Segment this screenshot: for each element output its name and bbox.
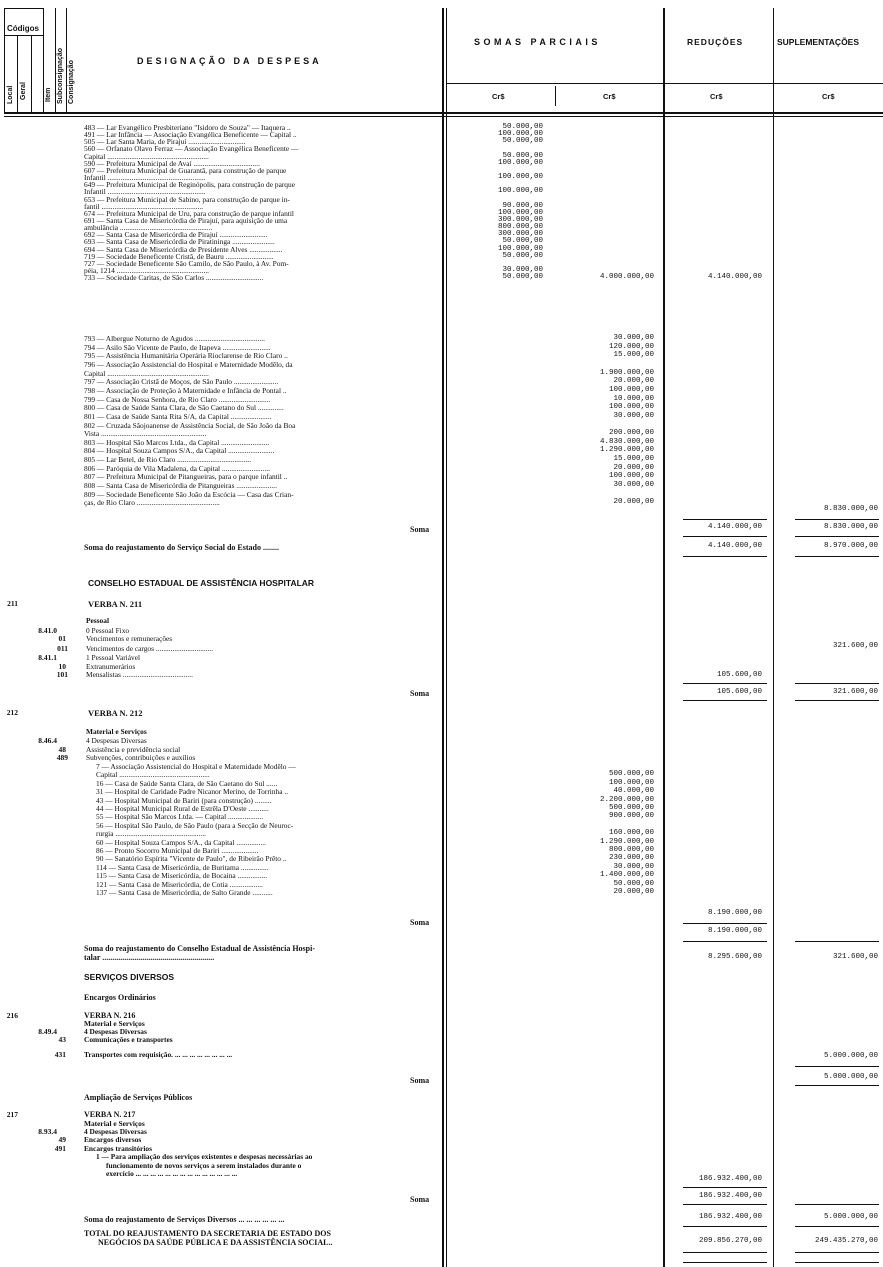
budget-line: 4 Despesas Diversas [86,736,147,745]
budget-line: Pessoal [86,616,109,625]
expense-item: 797 — Associação Cristã de Moços, de São Paulo ........................ [84,377,279,387]
local-label: Local [7,85,14,104]
partial-value: 900.000,00 [608,812,654,821]
expense-item: 802 — Cruzada Sãojoanense de Assistência Social, de São João da Boa [84,420,296,430]
total-rule [683,1252,767,1253]
verba-code: 211 [7,599,18,608]
budget-line: Comunicações e transportes [84,1035,173,1044]
total-rule [795,1252,879,1253]
verba-code: 216 [6,1011,18,1020]
codigos-label: Códigos [7,24,39,33]
expense-item: 796 — Associação Assistencial do Hospital e Maternidade Modêlo, da [84,359,293,369]
partial-value: 100.000,00 [497,244,543,253]
budget-line: Vencimentos de cargos ............................... [86,644,214,653]
reducao-value: 8.295.600,00 [707,953,762,961]
soma-label: Soma [410,689,430,698]
expense-item: 90 — Sanatório Espírita "Vicente de Paulo", de Ribeirão Prêto .. [96,854,287,864]
expense-item: 31 — Hospital de Caridade Padre Nicanor Merino, de Torrinha .. [96,787,289,797]
sum-rule [683,941,767,942]
partial-value: 100.000,00 [608,403,654,412]
suplementacao-value: 321.600,00 [832,953,878,961]
codes-rule [4,35,44,36]
soma-reajustamento-label: Soma do reajustamento do Serviço Social do Estado ........ [84,543,279,552]
budget-code: 491 [54,1144,66,1153]
expense-item: 674 — Prefeitura Municipal de Uru, para construção de parque infantil [84,208,294,218]
expense-item: 805 — Lar Betel, de Rio Claro ........................................ [84,455,252,465]
column-rule [773,8,774,1267]
sum-rule [683,923,767,924]
budget-line: Material e Serviços [86,727,147,736]
partial-value: 100.000,00 [608,472,654,481]
expense-item: 607 — Prefeitura Municipal de Guarantã, para construção de parque [84,165,287,175]
column-rule [43,8,44,113]
sum-rule [795,1204,879,1205]
partial-value: 30.000,00 [613,411,654,420]
partial-value: 20.000,00 [613,888,654,896]
partial-value: 100.000,00 [497,187,543,196]
expense-item: 800 — Casa de Saúde Santa Clara, de São Caetano do Sul .............. [84,403,284,413]
budget-code: 011 [57,644,68,653]
designacao-title: DESIGNAÇÃO DA DESPESA [137,56,322,66]
column-rule [555,86,556,106]
sum-rule [795,536,879,537]
soma-label: Soma [410,1076,430,1085]
expense-item: 505 — Lar Santa Maria, de Pirajuí ............................... [84,137,246,147]
budget-line: 4 Despesas Diversas [84,1127,147,1136]
sum-rule [683,700,767,701]
total-suplementacao: 249.435.270,00 [814,1237,878,1245]
expense-item: Vista ......................................................... [84,429,207,439]
partial-value: 1.900.000,00 [599,368,654,377]
sum-rule [683,683,767,684]
section-subtitle: Ampliação de Serviços Públicos [84,1093,193,1102]
partial-value: 2.200.000,00 [599,795,654,804]
partial-value: 100.000,00 [608,778,654,787]
expense-item: exercício ... ... ... ... ... ... ... ... ... ... ... ... ... ... [106,1169,238,1178]
expense-item: 115 — Santa Casa de Misericórdia, de Bocaina ................ [96,871,268,881]
partial-value: 50.000,00 [502,137,543,146]
budget-line: Encargos diversos [84,1135,142,1144]
partial-value: 100.000,00 [497,158,543,167]
reducao-value: 4.140.000,00 [707,542,762,550]
expense-item: 560 — Orfanato Olavo Ferraz — Associação Evangélica Beneficente — [84,144,299,154]
budget-code: 8.41.1 [38,653,57,662]
budget-code: 8.49.4 [38,1027,57,1036]
expense-item: 56 — Hospital São Paulo, de São Paulo (para a Secção de Neuroc- [96,820,294,830]
section-title: CONSELHO ESTADUAL DE ASSISTÊNCIA HOSPITALAR [88,578,315,588]
expense-item: 808 — Santa Casa de Misericórdia de Pitangueiras ...................... [84,481,277,491]
budget-line: Extranumerários [86,662,136,671]
reducao-value: 8.190.000,00 [707,909,762,917]
expense-item: 653 — Prefeitura Municipal de Sabino, para construção de parque in- [84,194,290,204]
currency-label: Cr$ [822,92,835,101]
expense-item: 590 — Prefeitura Municipal de Avaí .................................... [84,158,260,168]
expense-item: Infantil ..................................................... [84,173,206,183]
soma-label: Soma [410,918,430,927]
partial-value: 500.000,00 [608,804,654,812]
soma-label: Soma [410,1195,430,1204]
suplementacoes-title: SUPLEMENTAÇÕES [777,37,860,47]
expense-item: 794 — Asilo São Vicente de Paulo, de Itapeva .......................... [84,342,271,352]
reducao-value: 8.190.000,00 [707,927,762,935]
verba-code: 212 [6,708,18,717]
budget-code: 101 [56,670,68,679]
verba-code: 217 [6,1110,18,1119]
partial-value: 30.000,00 [613,481,654,490]
expense-item: 137 — Santa Casa de Misericórdia, de Salto Grande ........... [96,888,273,897]
partial-value: 90.000,00 [502,201,543,210]
expense-item: 793 — Albergue Noturno de Agudos ...................................... [84,334,265,343]
partial-value: 30.000,00 [502,266,543,274]
currency-label: Cr$ [710,92,723,101]
header-rule [4,8,43,9]
budget-line: Assistência e previdência social [86,745,181,754]
partial-value: 100.000,00 [497,130,543,139]
partial-value: 100.000,00 [608,385,654,394]
budget-code: 43 [58,1035,66,1044]
partial-value: 100.000,00 [497,173,543,182]
expense-item: 86 — Pronto Socorro Municipal de Bariri .................... [96,846,259,855]
verba-title: VERBA N. 212 [88,708,143,718]
expense-item: Capital ....................................................... [84,368,209,378]
expense-item: 798 — Associação de Proteção à Maternidade e Infância de Pontal .. [84,385,287,395]
reducao-value: 186.932.400,00 [698,1213,762,1221]
reducao-value: 105.600,00 [716,671,762,679]
partial-value: 120.000,00 [608,342,654,351]
partial-value: 50.000,00 [502,151,543,160]
reducao-value: 186.932.400,00 [698,1192,762,1200]
budget-line: Subvenções, contribuições e auxílios [86,753,196,762]
verba-title: VERBA N. 211 [88,599,143,609]
expense-item: Capital ................................................. [96,770,210,780]
budget-code: 49 [58,1135,66,1144]
reducao-value: 186.932.400,00 [698,1175,762,1183]
budget-line: Material e Serviços [84,1019,145,1028]
budget-code: 431 [54,1050,66,1059]
partial-value: 1.400.000,00 [599,871,654,880]
soma-label: Soma [410,525,430,534]
subconsignacao-label: Subconsignação [57,47,64,104]
partial-value: 300.000,00 [497,230,543,239]
budget-code: 48 [58,745,66,754]
expense-item: 55 — Hospital São Marcos Ltda. — Capital ................... [96,812,264,822]
expense-item: Capital ....................................................... [84,151,209,161]
soma-reajustamento-label: Soma do reajustamento de Serviços Diversos ... ... ... ... ... ... [84,1215,285,1224]
expense-item: Infantil ..................................................... [84,187,206,197]
sum-rule [795,1066,879,1067]
reducao-value: 4.140.000,00 [707,273,762,282]
expense-item: 16 — Casa de Saúde Santa Clara, de São Caetano do Sul ...... [96,778,278,788]
column-rule [663,8,665,1267]
expense-item: rurgia ................................................. [96,829,206,839]
verba-title: VERBA N. 217 [84,1110,136,1119]
partial-value: 800.000,00 [608,846,654,854]
suplementacao-value: 5.000.000,00 [823,1052,878,1060]
budget-code: 8.41.0 [38,626,57,635]
expense-item: 483 — Lar Evangélico Presbiteriano "Isidoro de Souza" — Itaquera .. [84,123,291,132]
sum-rule [683,556,767,557]
expense-item: 801 — Casa de Saúde Santa Rita S/A, da Capital ...................... [84,411,272,421]
expense-item: 491 — Lar Infância — Associação Evangélica Beneficente — Capital .. [84,130,297,140]
suplementacao-value: 5.000.000,00 [823,1073,878,1081]
partial-value: 100.000,00 [497,208,543,217]
expense-item: 691 — Santa Casa de Misericórdia de Pirajuí, para aquisição de uma [84,215,288,225]
budget-code: 10 [58,662,66,671]
sum-rule [795,556,879,557]
partial-value: 20.000,00 [613,377,654,386]
total-label: NEGÓCIOS DA SAÚDE PÚBLICA E DA ASSISTÊNCIA SOCIAL.. [98,1238,333,1247]
budget-code: 489 [56,753,68,762]
sum-rule [795,1085,879,1086]
partial-value: 500.000,00 [608,770,654,779]
sum-rule [795,1226,879,1227]
partial-value: 230.000,00 [608,854,654,863]
sum-rule [683,1204,767,1205]
expense-item: 692 — Santa Casa de Misericórdia de Pirajuí .......................... [84,230,268,240]
expense-item: 806 — Paróquia de Vila Madalena, da Capital .......................... [84,463,270,473]
partial-value: 50.000,00 [502,273,543,282]
expense-item: ças, de Rio Claro ............................................. [84,498,220,508]
expense-item: péia, 1214 .................................................. [84,266,210,275]
expense-item: 804 — Hospital Souza Campos S/A., da Capital ......................... [84,446,275,456]
consignacao-label: Consignação [68,60,75,104]
currency-label: Cr$ [492,92,505,101]
column-rule [66,8,67,113]
budget-line: 1 Pessoal Variável [86,653,141,662]
column-rule [55,8,56,113]
column-rule [31,35,32,113]
reducoes-title: REDUÇÕES [687,37,744,47]
section-title: SERVIÇOS DIVERSOS [84,972,175,982]
suplementacao-value: 321.600,00 [832,642,878,650]
budget-line: Material e Serviços [84,1119,145,1128]
sum-rule [683,519,767,520]
geral-label: Geral [20,82,27,100]
suplementacao-value: 8.830.000,00 [823,505,878,513]
column-rule [4,8,5,113]
expense-item: 727 — Sociedade Beneficente São Camilo, de São Paulo, à Av. Pom- [84,258,289,268]
total-rule [795,1262,879,1263]
expense-item: 694 — Santa Casa de Misericórdia de Presidente Alves .................. [84,244,283,254]
partial-value: 20.000,00 [613,498,654,507]
reducao-value: 4.140.000,00 [707,523,762,531]
partial-value: 200.000,00 [608,429,654,438]
currency-label: Cr$ [603,92,616,101]
budget-code: 8.46.4 [38,736,57,745]
expense-item: 121 — Santa Casa de Misericórdia, de Cotia .................. [96,879,263,889]
total-label: TOTAL DO REAJUSTAMENTO DA SECRETARIA DE ESTADO DOS [84,1229,331,1238]
partial-value: 20.000,00 [613,463,654,472]
expense-item: 807 — Prefeitura Municipal de Pitangueiras, para o parque infantil .. [84,472,288,482]
partial-value: 1.290.000,00 [599,446,654,455]
partial-value: 40.000,00 [613,787,654,796]
total-reducao: 209.856.270,00 [698,1237,762,1245]
expense-item: 1 — Para ampliação dos serviços existentes e despesas necessárias ao [96,1152,313,1161]
partial-value: 4.830.000,00 [599,437,654,446]
expense-item: 795 — Assistência Humanitária Operária Rioclarense de Rio Claro .. [84,351,288,361]
partial-value: 50.000,00 [502,251,543,260]
suplementacao-value: 8.830.000,00 [823,523,878,531]
partial-value: 800.000,00 [497,223,543,232]
sum-rule [795,941,879,942]
soma-reajustamento-label: talar ........................................................ [84,953,215,962]
expense-item: 809 — Sociedade Beneficente São João da Escócia — Casa das Crian- [84,489,294,499]
expense-item: 60 — Hospital Souza Campos S/A., da Capital ................ [96,837,266,847]
partial-value: 15.000,00 [613,351,654,360]
sum-rule [683,536,767,537]
expense-item: 649 — Prefeitura Municipal de Reginópolis, para construção de parque [84,180,295,190]
expense-item: funcionamento de novos serviços a serem instalados durante o [106,1160,302,1170]
reducao-value: 105.600,00 [716,688,762,696]
total-rule [683,1262,767,1263]
column-rule [17,35,18,113]
expense-item: 799 — Casa de Nossa Senhora, de Rio Claro ............................ [84,394,271,404]
partial-value: 300.000,00 [497,215,543,224]
partial-value: 10.000,00 [613,394,654,403]
partial-value: 160.000,00 [608,829,654,838]
expense-item: 693 — Santa Casa de Misericórdia de Piratininga ....................... [84,237,275,247]
suplementacao-value: 8.970.000,00 [823,542,878,550]
item-label: Item [45,87,52,102]
sum-rule [683,1226,767,1227]
expense-item: 803 — Hospital São Marcos Ltda., da Capital .......................... [84,437,270,447]
budget-line: 0 Pessoal Fixo [86,626,130,635]
expense-item: 7 — Associação Assistencial do Hospital e Maternidade Modêlo — [96,762,296,771]
suplementacao-value: 5.000.000,00 [823,1213,878,1221]
section-subtitle: Encargos Ordinários [84,993,156,1002]
expense-item: ambulância .................................................. [84,223,213,233]
partial-value: 1.290.000,00 [599,837,654,846]
budget-line: Mensalistas ...................................... [86,670,193,679]
somas-parciais-title: SOMAS PARCIAIS [474,37,601,47]
budget-code: 8.93.4 [38,1127,57,1136]
expense-item: 719 — Sociedade Beneficente Cristã, de Bauru .......................... [84,251,274,261]
expense-item: 114 — Santa Casa de Misericórdia, de Buritama ............... [96,862,269,872]
partial-value: 30.000,00 [613,334,654,342]
budget-line: Vencimentos e remunerações [86,634,173,643]
partial-value: 50.000,00 [613,879,654,888]
partial-value: 50.000,00 [502,123,543,131]
sum-rule [795,683,879,684]
sum-rule [795,700,879,701]
partial-value: 30.000,00 [613,862,654,871]
expense-item: 733 — Sociedade Caritas, de São Carlos ............................... [84,273,264,283]
budget-line: 4 Despesas Diversas [84,1027,147,1036]
verba-title: VERBA N. 216 [84,1011,136,1020]
column-rule [446,8,447,1267]
budget-line: Encargos transitórios [84,1144,152,1153]
sum-rule [683,1187,767,1188]
budget-code: 01 [58,634,66,643]
partial-value: 15.000,00 [613,455,654,464]
sum-rule [795,519,879,520]
block-subtotal: 4.000.000,00 [599,273,654,282]
soma-reajustamento-label: Soma do reajustamento do Conselho Estadual de Assistência Hospi- [84,944,315,953]
expense-item: 44 — Hospital Municipal Rural de Estrêla D'Oeste ........... [96,804,269,813]
expense-item: 43 — Hospital Municipal de Bariri (para construção) ......... [96,795,272,805]
partial-value: 50.000,00 [502,237,543,246]
suplementacao-value: 321.600,00 [832,688,878,696]
expense-item: fantil ....................................................... [84,201,204,211]
budget-line: Transportes com requisição. ... ... ... ... ... ... ... ... [84,1050,233,1059]
column-rule [442,8,444,1267]
